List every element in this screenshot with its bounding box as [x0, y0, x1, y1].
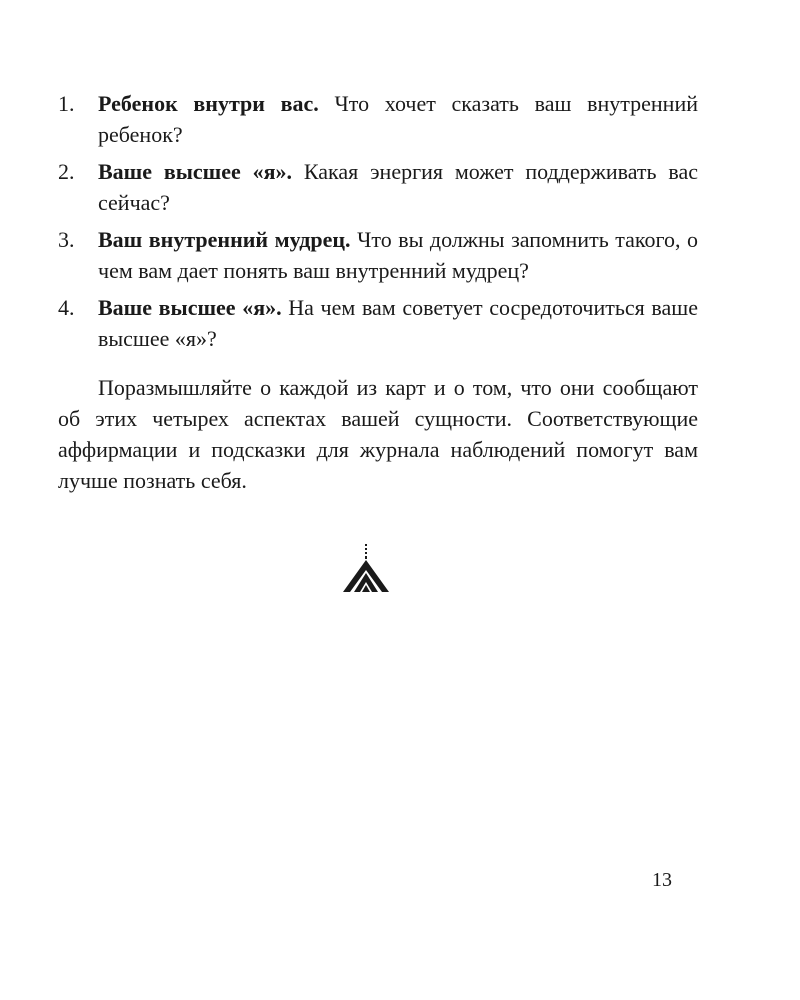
- numbered-list: [58, 88, 698, 360]
- list-item-number: 3.: [58, 227, 75, 252]
- list-item: [58, 156, 698, 218]
- list-item-text: Какая энергия может поддерживать вас сейчас?: [98, 159, 699, 215]
- page-number: 13: [652, 869, 672, 891]
- list-item-lead: Ваш внутренний мудрец.: [98, 227, 351, 252]
- list-item: [58, 88, 698, 150]
- list-item-number: 2.: [58, 159, 75, 184]
- list-item-text: Что вы должны запомнить такого, о чем вам дает понять ваш внутренний мудрец?: [98, 227, 698, 283]
- triangle-ornament-icon: [342, 544, 390, 594]
- list-item-text: На чем вам советует сосредоточиться ваше высшее «я»?: [98, 295, 698, 351]
- list-item-lead: Ребенок внутри вас.: [98, 91, 319, 116]
- list-item-number: 4.: [58, 295, 75, 320]
- list-item-text: Что хочет сказать ваш внутренний ребенок?: [98, 91, 698, 147]
- list-item-number: 1.: [58, 91, 75, 116]
- list-item-lead: Ваше высшее «я».: [98, 295, 282, 320]
- body-paragraph: Поразмышляйте о каждой из карт и о том, что они сообщают об этих четырех аспектах вашей сущности. Соответствующие аффирмации и подсказки для журнала наблюдений помогут вам лучше познать себя.: [58, 375, 698, 493]
- list-item: [58, 292, 698, 354]
- list-item: [58, 224, 698, 286]
- list-item-lead: Ваше высшее «я».: [98, 159, 293, 184]
